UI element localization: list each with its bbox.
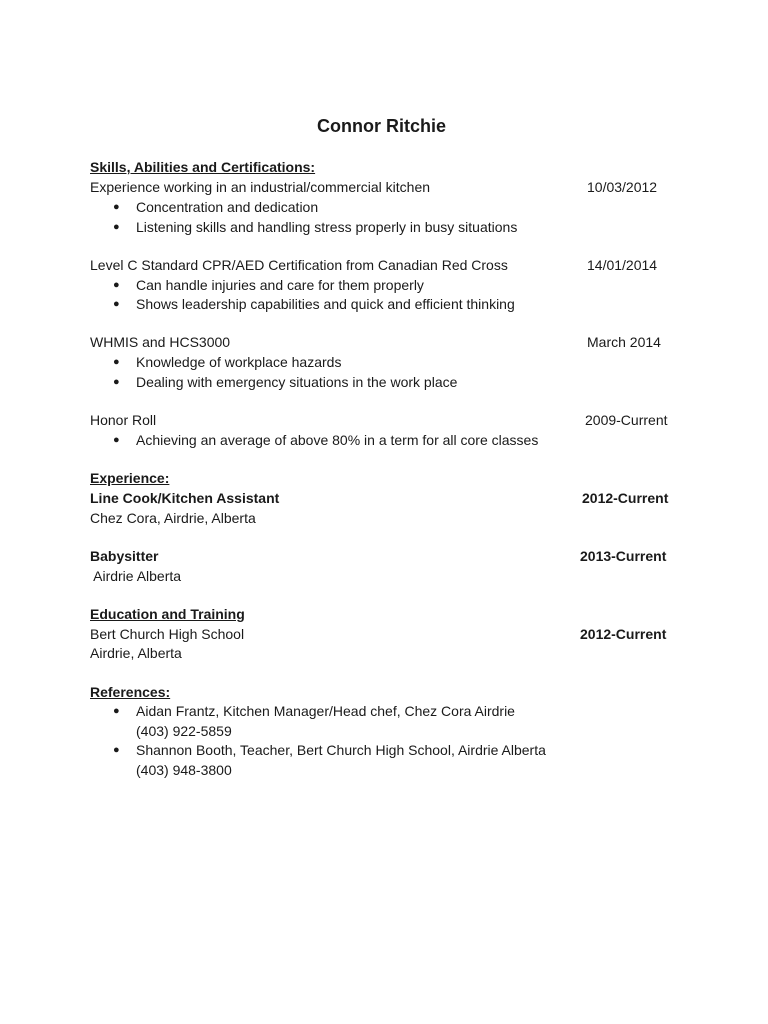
skill-bullet: Listening skills and handling stress properly in busy situations [136,219,518,235]
skill-title: Experience working in an industrial/commercial kitchen [90,179,431,195]
job-title: Line Cook/Kitchen Assistant [90,490,280,506]
bullet-icon: ● [113,376,120,388]
skill-date: 2009-Current [585,412,668,428]
job-date: 2013-Current [580,548,667,564]
school-name: Bert Church High School [90,626,245,642]
experience-heading: Experience: [90,470,170,486]
skill-title: Level C Standard CPR/AED Certification from Canadian Red Cross [90,257,508,273]
resume-name: Connor Ritchie [317,116,446,136]
skills-heading: Skills, Abilities and Certifications: [90,159,316,175]
reference-name: Aidan Frantz, Kitchen Manager/Head chef, Chez Cora Airdrie [136,703,515,719]
skill-bullet: Shows leadership capabilities and quick and efficient thinking [136,296,515,312]
reference-phone: (403) 922-5859 [136,723,232,739]
bullet-icon: ● [113,201,120,213]
skill-bullet: Dealing with emergency situations in the work place [136,374,458,390]
reference-name: Shannon Booth, Teacher, Bert Church High School, Airdrie Alberta [136,742,546,758]
skill-bullet: Can handle injuries and care for them properly [136,277,424,293]
education-date: 2012-Current [580,626,667,642]
skill-bullet: Knowledge of workplace hazards [136,354,342,370]
job-location: Chez Cora, Airdrie, Alberta [90,510,256,526]
skill-date: March 2014 [587,334,661,350]
bullet-icon: ● [113,434,120,446]
job-location: Airdrie Alberta [90,568,182,584]
skill-date: 14/01/2014 [587,257,658,273]
bullet-icon: ● [113,356,120,368]
skill-date: 10/03/2012 [587,179,658,195]
bullet-icon: ● [113,298,120,310]
references-heading: References: [90,684,171,700]
bullet-icon: ● [113,221,120,233]
bullet-icon: ● [113,705,120,717]
job-date: 2012-Current [582,490,669,506]
skill-bullet: Achieving an average of above 80% in a term for all core classes [136,432,539,448]
skill-title: Honor Roll [90,412,157,428]
skill-title: WHMIS and HCS3000 [90,334,231,350]
education-heading: Education and Training [90,606,245,622]
bullet-icon: ● [113,744,120,756]
job-title: Babysitter [90,548,159,564]
skill-bullet: Concentration and dedication [136,199,319,215]
school-location: Airdrie, Alberta [90,645,182,661]
reference-phone: (403) 948-3800 [136,762,232,778]
bullet-icon: ● [113,279,120,291]
